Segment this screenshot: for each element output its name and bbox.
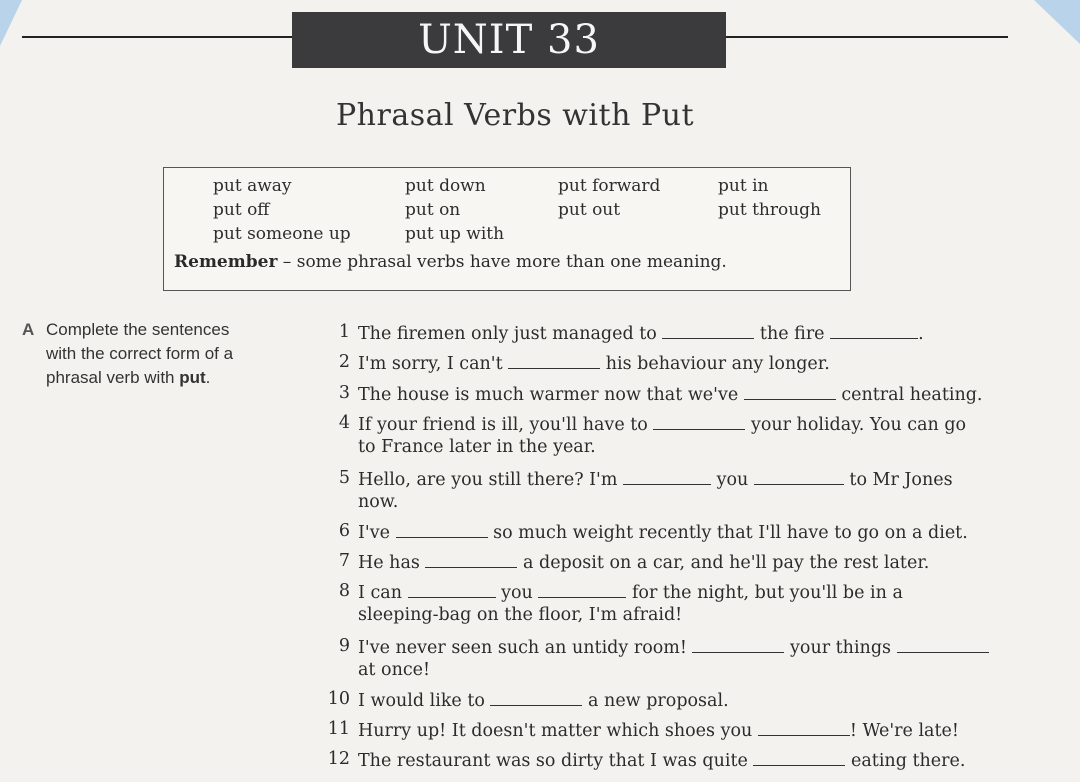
answer-blank[interactable] (758, 719, 850, 736)
verb-item: put in (718, 176, 769, 196)
instruction-end: . (205, 368, 211, 387)
answer-blank[interactable] (830, 322, 918, 339)
item-number: 12 (327, 749, 350, 769)
instruction-line-last (46, 366, 210, 389)
verb-item: put off (213, 200, 270, 220)
answer-blank[interactable] (897, 636, 989, 653)
exercise-sentence (358, 581, 903, 603)
verb-item: put someone up (213, 224, 351, 244)
header-rule-left (22, 36, 294, 38)
answer-blank[interactable] (396, 521, 488, 538)
sentence-continuation: at once! (358, 660, 431, 680)
answer-blank[interactable] (408, 581, 496, 598)
instruction-line: with the correct form of a (46, 344, 234, 363)
instruction-keyword: put (179, 368, 206, 387)
remember-note (174, 252, 727, 272)
exercise-sentence (358, 689, 729, 711)
item-number: 3 (338, 383, 350, 403)
exercise-sentence (358, 719, 959, 741)
item-number: 8 (338, 581, 350, 601)
sentence-text: I can (358, 583, 408, 603)
exercise-sentence (358, 322, 924, 344)
item-number: 11 (327, 719, 350, 739)
unit-heading: UNIT 33 (292, 12, 726, 68)
sentence-text: The house is much warmer now that we've (358, 385, 744, 405)
item-number: 10 (327, 689, 350, 709)
answer-blank[interactable] (508, 352, 600, 369)
answer-blank[interactable] (692, 636, 784, 653)
sentence-text: If your friend is ill, you'll have to (358, 415, 654, 435)
verb-item: put forward (558, 176, 661, 196)
item-number: 9 (338, 636, 350, 656)
exercise-sentence (358, 413, 966, 435)
sentence-text: you (711, 470, 754, 490)
sentence-text: I would like to (358, 691, 491, 711)
exercise-sentence (358, 636, 989, 658)
verb-item: put down (405, 176, 486, 196)
answer-blank[interactable] (653, 413, 745, 430)
verb-item: put on (405, 200, 461, 220)
sentence-text: I've never seen such an untidy room! (358, 638, 693, 658)
sentence-text: . (918, 324, 924, 344)
corner-decoration-right (1034, 0, 1080, 44)
answer-blank[interactable] (538, 581, 626, 598)
answer-blank[interactable] (425, 551, 517, 568)
item-number: 6 (338, 521, 350, 541)
sentence-text: ! We're late! (849, 721, 959, 741)
item-number: 5 (338, 468, 350, 488)
sentence-text: his behaviour any longer. (600, 354, 830, 374)
exercise-letter: A (22, 320, 35, 339)
answer-blank[interactable] (753, 749, 845, 766)
item-number: 2 (338, 352, 350, 372)
answer-blank[interactable] (623, 468, 711, 485)
remember-text: – some phrasal verbs have more than one meaning. (277, 252, 727, 272)
sentence-text: central heating. (835, 385, 983, 405)
sentence-text: Hello, are you still there? I'm (358, 470, 624, 490)
verb-item: put through (718, 200, 821, 220)
sentence-continuation: to France later in the year. (358, 437, 596, 457)
sentence-continuation: sleeping-bag on the floor, I'm afraid! (358, 605, 683, 625)
sentence-text: so much weight recently that I'll have to go on a diet. (487, 523, 968, 543)
item-number: 7 (338, 551, 350, 571)
remember-label: Remember (174, 252, 278, 272)
exercise-sentence (358, 551, 929, 573)
answer-blank[interactable] (490, 689, 582, 706)
instruction-text: phrasal verb with (46, 368, 180, 387)
sentence-text: for the night, but you'll be in a (626, 583, 903, 603)
sentence-text: a new proposal. (582, 691, 729, 711)
sentence-text: your things (784, 638, 897, 658)
sentence-text: Hurry up! It doesn't matter which shoes you (358, 721, 758, 741)
corner-decoration-left (0, 0, 22, 46)
exercise-sentence (358, 749, 965, 771)
phrasal-verb-box (163, 167, 851, 291)
sentence-text: The firemen only just managed to (358, 324, 663, 344)
sentence-text: your holiday. You can go (745, 415, 967, 435)
sentence-text: a deposit on a car, and he'll pay the rest later. (517, 553, 930, 573)
verb-item: put out (558, 200, 621, 220)
exercise-sentence (358, 468, 953, 490)
sentence-continuation: now. (358, 492, 399, 512)
sentence-text: eating there. (845, 751, 966, 771)
sentence-text: The restaurant was so dirty that I was quite (358, 751, 754, 771)
header-rule-right (726, 36, 1008, 38)
answer-blank[interactable] (754, 468, 844, 485)
verb-item: put away (213, 176, 292, 196)
sentence-text: you (495, 583, 539, 603)
instruction-line: Complete the sentences (46, 320, 230, 339)
exercise-sentence (358, 521, 968, 543)
exercise-sentence (358, 383, 983, 405)
sentence-text: to Mr Jones (843, 470, 953, 490)
item-number: 4 (338, 413, 350, 433)
sentence-text: He has (358, 553, 426, 573)
answer-blank[interactable] (662, 322, 754, 339)
exercise-sentence (358, 352, 830, 374)
sentence-text: I'm sorry, I can't (358, 354, 509, 374)
sentence-text: the fire (754, 324, 831, 344)
item-number: 1 (338, 322, 350, 342)
verb-item: put up with (405, 224, 505, 244)
sentence-text: I've (358, 523, 396, 543)
page-title: Phrasal Verbs with Put (335, 98, 695, 133)
answer-blank[interactable] (744, 383, 836, 400)
